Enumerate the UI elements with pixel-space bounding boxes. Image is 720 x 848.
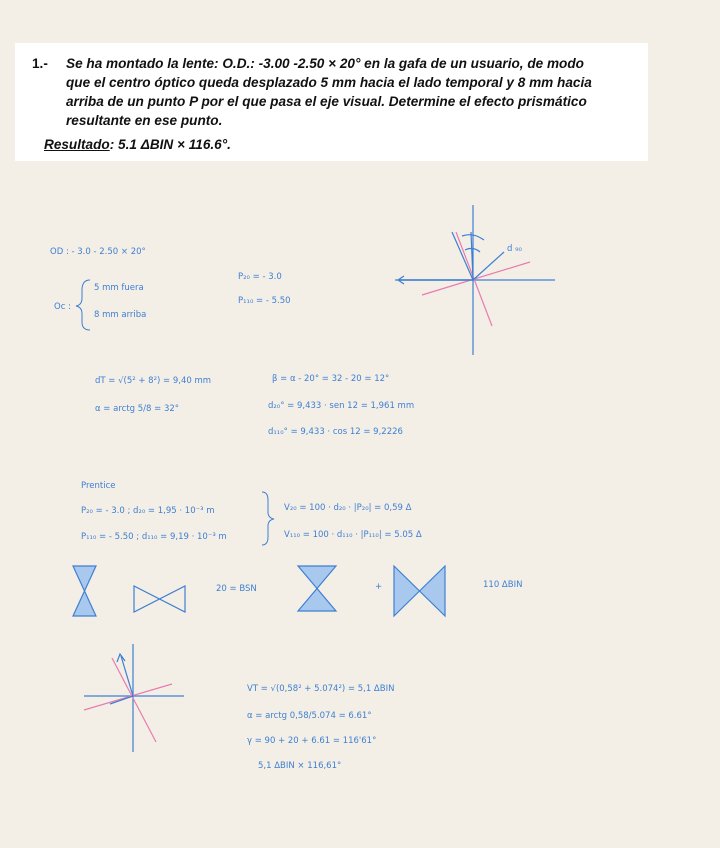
p20-prentice: P₂₀ = - 3.0 ; d₂₀ = 1,95 · 10⁻³ m (81, 506, 215, 516)
prentice-heading: Prentice (81, 481, 116, 491)
alpha2-calc: α = arctg 0,58/5.074 = 6.61° (247, 711, 372, 721)
v110-calc: V₁₁₀ = 100 · d₁₁₀ · |P₁₁₀| = 5.05 Δ (284, 530, 422, 540)
problem-number: 1.- (32, 56, 48, 71)
prism-hourglass-2 (298, 566, 336, 611)
axis-diagram-top (395, 205, 555, 355)
vt-calc: VT = √(0,58² + 5.074²) = 5,1 ΔBIN (247, 684, 395, 694)
eq-110-bin: 110 ΔBIN (483, 580, 523, 590)
prism-bowtie-2 (394, 566, 445, 616)
problem-line-2: que el centro óptico queda desplazado 5 mm hacia el lado temporal y 8 mm hacia (66, 75, 592, 90)
eq-20-bsn: 20 = BSN (216, 584, 257, 594)
power-110: P₁₁₀ = - 5.50 (238, 296, 291, 306)
d20-calc: d₂₀° = 9,433 · sen 12 = 1,961 mm (268, 401, 415, 411)
problem-line-1: Se ha montado la lente: O.D.: -3.00 -2.50 × 20° en la gafa de un usuario, de modo (66, 56, 584, 71)
big-brace (262, 492, 274, 545)
result-value: : 5.1 ΔBIN × 116.6°. (109, 137, 231, 152)
beta-calc: β = α - 20° = 32 - 20 = 12° (272, 374, 390, 384)
v20-calc: V₂₀ = 100 · d₂₀ · |P₂₀| = 0,59 Δ (284, 503, 412, 513)
plus-sign: + (375, 582, 383, 592)
result-label: Resultado (44, 137, 110, 152)
problem-line-3: arriba de un punto P por el que pasa el eje visual. Determine el efecto prismático (66, 94, 587, 109)
p110-prentice: P₁₁₀ = - 5.50 ; d₁₁₀ = 9,19 · 10⁻³ m (81, 532, 227, 542)
od-prescription: OD : - 3.0 - 2.50 × 20° (50, 247, 146, 257)
dt-calc: dT = √(5² + 8²) = 9,40 mm (95, 376, 212, 386)
alpha-calc: α = arctg 5/8 = 32° (95, 404, 180, 414)
oc-brace (76, 280, 90, 330)
axis-diagram-bottom (84, 644, 184, 752)
oc-line-2: 8 mm arriba (94, 310, 147, 320)
gamma-calc: γ = 90 + 20 + 6.61 = 116'61° (247, 736, 377, 746)
oc-label: Oc : (54, 302, 71, 312)
d110-calc: d₁₁₀° = 9,433 · cos 12 = 9,2226 (268, 427, 403, 437)
prism-symbols (73, 566, 445, 616)
power-20: P₂₀ = - 3.0 (238, 272, 282, 282)
prism-hourglass-1 (73, 566, 96, 616)
final-result: 5,1 ΔBIN × 116,61° (258, 761, 342, 771)
d90-label: d ₉₀ (507, 244, 522, 254)
oc-line-1: 5 mm fuera (94, 283, 144, 293)
problem-line-4: resultante en ese punto. (66, 113, 223, 128)
prism-bowtie-1 (134, 586, 185, 612)
